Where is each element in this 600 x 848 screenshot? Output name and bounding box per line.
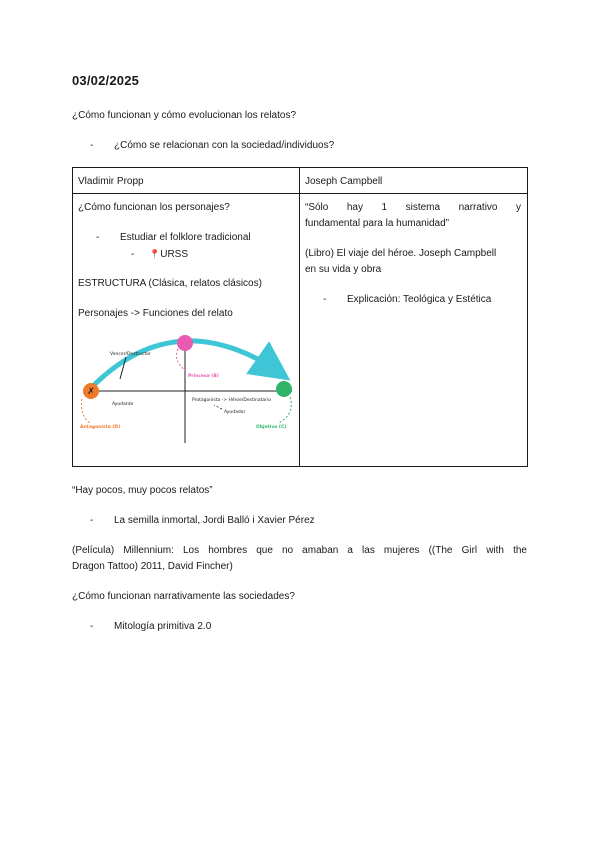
bullet-mitologia: [90, 619, 211, 635]
propp-sub-bullet: [131, 246, 188, 263]
cell-propp: [73, 194, 300, 467]
bullet-dash: -: [323, 294, 327, 305]
goal-dashed-arrow: [278, 397, 291, 423]
film-line1: (Película) Millennium: Los hombres que no amaban a las mujeres ((The Girl with the: [72, 545, 527, 556]
header-propp: Vladimir Propp: [78, 176, 144, 187]
label-ayudador: Ayudador: [224, 410, 246, 415]
antagonist-x-icon: ✗: [87, 387, 95, 397]
header-cell-campbell: [300, 168, 528, 194]
bullet-semilla: [90, 513, 315, 529]
question-sociedades: ¿Cómo funcionan narrativamente las sociedades?: [72, 591, 295, 602]
bullet-sociedad-text: ¿Cómo se relacionan con la sociedad/individuos?: [114, 140, 335, 151]
campbell-bullet: [323, 292, 491, 308]
film-reference: [72, 543, 527, 575]
label-objetivo: Objetivo (C): [256, 425, 287, 430]
antagonist-dashed-arrow: [81, 399, 90, 423]
table-header-row: [73, 168, 528, 194]
question-relatos: ¿Cómo funcionan y cómo evolucionan los relatos?: [72, 110, 297, 121]
label-vencer: Vencer/Destructor: [110, 352, 151, 357]
campbell-libro-line1: (Libro) El viaje del héroe. Joseph Campbell: [305, 248, 497, 259]
comparison-table: [72, 167, 528, 467]
propp-sub-bullet-text: URSS: [160, 249, 189, 260]
label-ayudante: Ayudante: [112, 402, 134, 407]
quote-pocos-relatos: “Hay pocos, muy pocos relatos”: [72, 485, 213, 496]
princess-node: [177, 335, 193, 351]
campbell-quote-line2: fundamental para la humanidad”: [305, 218, 449, 229]
header-campbell: Joseph Campbell: [305, 176, 383, 187]
bullet-dash: -: [96, 232, 100, 243]
campbell-bullet-text: Explicación: Teológica y Estética: [347, 294, 492, 305]
bullet-sociedad: [90, 138, 334, 154]
propp-function-diagram: [74, 327, 298, 462]
bullet-mitologia-text: Mitología primitiva 2.0: [114, 621, 212, 632]
propp-bullet: [96, 230, 251, 246]
propp-estructura: ESTRUCTURA (Clásica, relatos clásicos): [78, 278, 262, 289]
document-date: 03/02/2025: [72, 73, 140, 88]
campbell-quote-line1: “Sólo hay 1 sistema narrativo y: [305, 202, 521, 213]
campbell-libro-line2: en su vida y obra: [305, 264, 382, 275]
label-princesa: Princesa (B): [188, 374, 219, 379]
header-cell-propp: [73, 168, 300, 194]
goal-node: [276, 381, 292, 397]
bullet-dash: -: [90, 140, 94, 151]
bullet-semilla-text: La semilla inmortal, Jordi Balló i Xavier Pérez: [114, 515, 315, 526]
pin-icon: 📍: [149, 249, 161, 259]
bullet-dash: -: [90, 621, 94, 632]
bullet-dash: -: [90, 515, 94, 526]
ayudador-dashed-arrow: [214, 405, 222, 409]
propp-bullet-text: Estudiar el folklore tradicional: [120, 232, 251, 243]
cell-campbell: [300, 194, 528, 467]
propp-personajes: Personajes -> Funciones del relato: [78, 308, 233, 319]
film-line2: Dragon Tattoo) 2011, David Fincher): [72, 561, 233, 572]
table-body-row: [73, 194, 528, 467]
label-protagonista: Protagonista -> Héroe/Destinatario: [192, 398, 272, 403]
bullet-dash: -: [131, 249, 135, 260]
propp-question: ¿Cómo funcionan los personajes?: [78, 202, 230, 213]
label-antagonista: Antagonista (D): [80, 425, 121, 430]
